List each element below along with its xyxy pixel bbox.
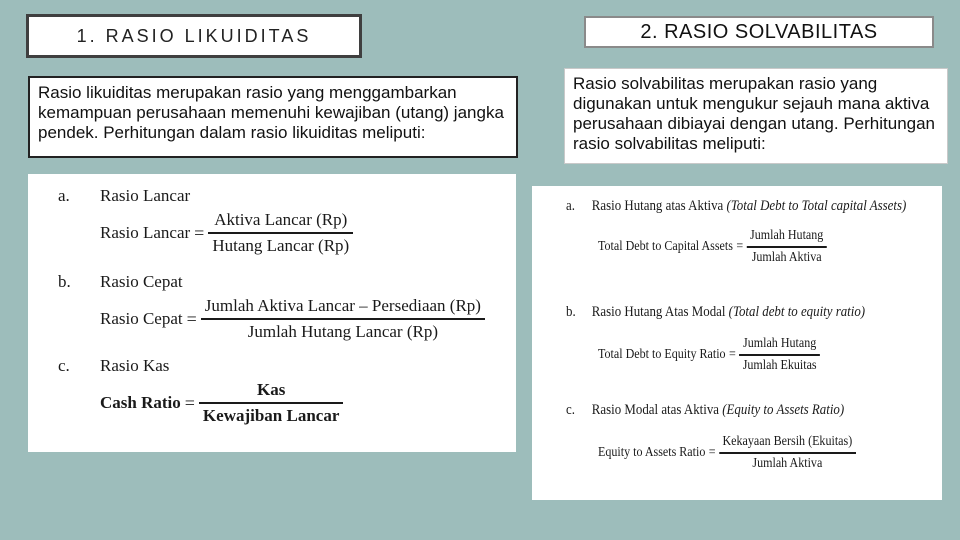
denominator: Kewajiban Lancar [202,406,340,425]
fraction [199,380,343,426]
item-heading [566,304,865,321]
item-letter: a. [58,186,70,205]
item-letter: a. [566,198,575,214]
item-name-english: (Total debt to equity ratio) [728,304,866,320]
formula-rasio-cepat [100,296,485,342]
item-heading [566,402,844,419]
denominator: Jumlah Aktiva [752,456,823,471]
fraction-bar [719,452,856,454]
item-letter: c. [58,356,70,375]
denominator: Jumlah Aktiva [751,250,822,265]
numerator: Kekayaan Bersih (Ekuitas) [722,434,853,449]
formula-rasio-kas [100,380,343,426]
item-name: Rasio Cepat [100,272,183,291]
denominator: Jumlah Hutang Lancar (Rp) [247,322,438,341]
fraction-bar [739,354,820,356]
numerator: Jumlah Aktiva Lancar – Persediaan (Rp) [204,296,481,315]
denominator: Jumlah Ekuitas [742,358,817,373]
formula-lhs: Equity to Assets Ratio [598,445,706,460]
formula-lhs: Cash Ratio [100,393,181,412]
item-name: Rasio Hutang Atas Modal [591,304,726,320]
item-name: Rasio Modal atas Aktiva [591,402,719,418]
formula-equity-to-assets [598,434,856,472]
fraction [208,210,353,256]
item-heading [58,272,183,292]
equals-sign: = [729,347,736,362]
item-heading [58,186,190,206]
fraction [739,336,820,374]
item-letter: b. [58,272,71,291]
fraction-bar [201,318,485,320]
fraction [201,296,485,342]
item-letter: b. [566,304,576,320]
equals-sign: = [186,308,197,329]
equals-sign: = [736,239,744,254]
fraction [747,228,827,266]
formula-panel-solvabilitas [532,186,942,500]
item-name: Rasio Kas [100,356,170,375]
fraction-bar [208,232,353,234]
numerator: Kas [256,380,286,399]
description-solvabilitas: Rasio solvabilitas merupakan rasio yang digunakan untuk mengukur sejauh mana aktiva perusahaan dibiayai dengan utang. Perhitungan rasio solvabilitas meliputi: [564,68,948,164]
equals-sign: = [184,392,195,413]
description-likuiditas: Rasio likuiditas merupakan rasio yang menggambarkan kemampuan perusahaan memenuhi kewajiban (utang) jangka pendek. Perhitungan dalam rasio likuiditas meliputi: [28,76,518,158]
formula-lhs: Rasio Lancar [100,223,191,242]
numerator: Aktiva Lancar (Rp) [214,210,348,229]
formula-rasio-lancar [100,210,353,256]
item-name: Rasio Lancar [100,186,191,205]
numerator: Jumlah Hutang [743,336,817,351]
fraction-bar [747,246,827,248]
item-heading [58,356,169,376]
fraction [719,434,856,472]
item-name-english: (Equity to Assets Ratio) [722,402,845,418]
item-heading [566,198,906,215]
formula-lhs: Rasio Cepat [100,309,183,328]
formula-debt-to-equity [598,336,820,374]
title-rasio-solvabilitas: 2. RASIO SOLVABILITAS [584,16,934,48]
equals-sign: = [708,445,716,460]
item-letter: c. [566,402,575,418]
item-name-english: (Total Debt to Total capital Assets) [726,198,907,214]
equals-sign: = [194,222,205,243]
formula-panel-likuiditas [28,174,516,452]
numerator: Jumlah Hutang [750,228,824,243]
formula-lhs: Total Debt to Equity Ratio [598,347,726,362]
title-rasio-likuiditas: 1. RASIO LIKUIDITAS [26,14,362,58]
item-name: Rasio Hutang atas Aktiva [591,198,724,214]
formula-debt-to-capital [598,228,827,266]
fraction-bar [199,402,343,404]
formula-lhs: Total Debt to Capital Assets [598,239,733,254]
denominator: Hutang Lancar (Rp) [212,236,350,255]
